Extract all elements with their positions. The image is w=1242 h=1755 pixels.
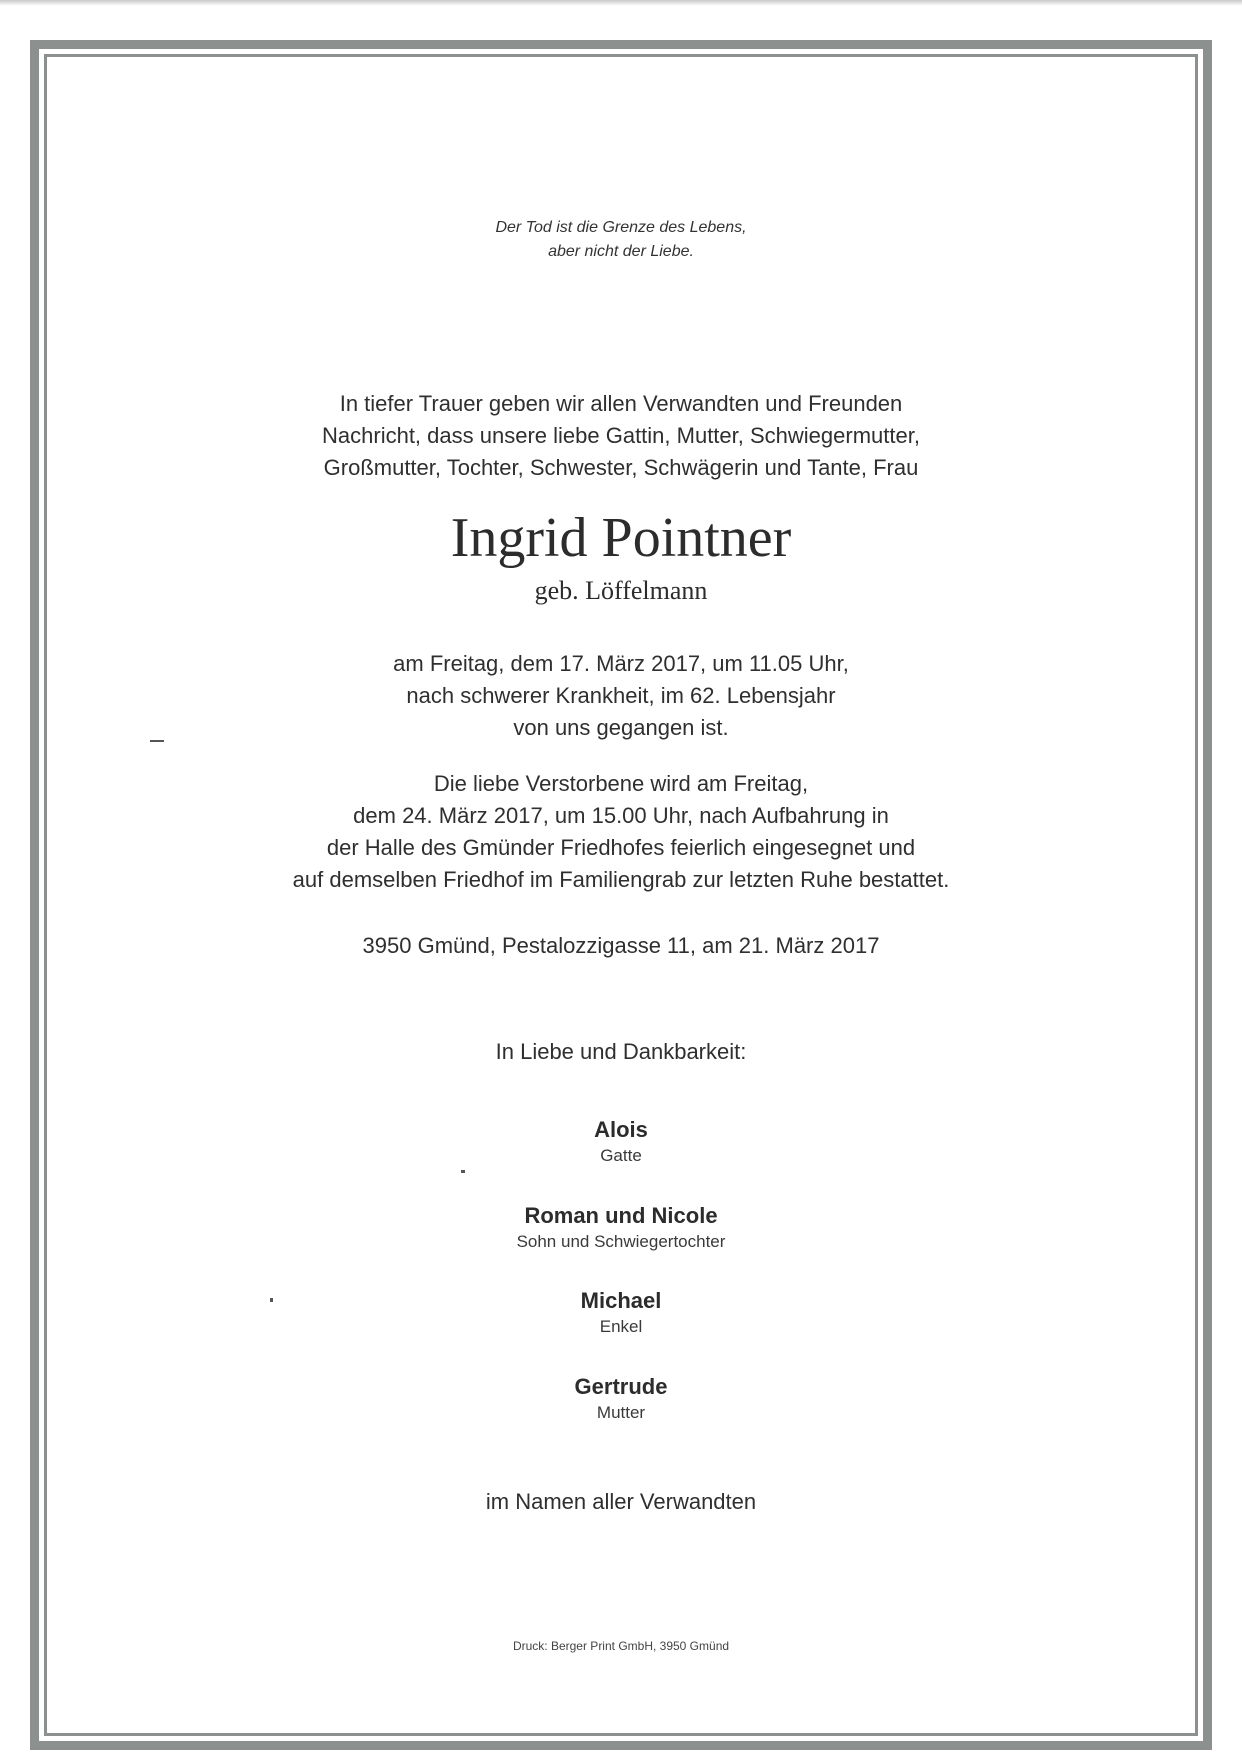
mourner-relation: Sohn und Schwiegertochter [516, 1232, 726, 1251]
gratitude-line: In Liebe und Dankbarkeit: [495, 1039, 747, 1064]
announcement-intro [0, 388, 1242, 484]
motto [0, 216, 1242, 264]
mourner-entry [0, 1373, 1242, 1425]
scan-speck [150, 740, 164, 742]
printer-credit: Druck: Berger Print GmbH, 3950 Gmünd [512, 1639, 730, 1653]
funeral-line: dem 24. März 2017, um 15.00 Uhr, nach Aufbahrung in [353, 803, 889, 828]
funeral-line: Die liebe Verstorbene wird am Freitag, [433, 771, 809, 796]
death-line: von uns gegangen ist. [513, 715, 729, 740]
intro-line: In tiefer Trauer geben wir allen Verwandten und Freunden [339, 391, 903, 416]
mourner-relation: Mutter [596, 1403, 646, 1422]
deceased-name: Ingrid Pointner [450, 507, 792, 569]
mourner-entry [0, 1202, 1242, 1254]
scan-speck [461, 1170, 465, 1173]
mourner-relation: Gatte [600, 1146, 642, 1165]
scan-edge [0, 0, 1242, 6]
mourner-name: Gertrude [574, 1374, 668, 1399]
maiden-name: geb. Löffelmann [534, 576, 708, 605]
funeral-line: auf demselben Friedhof im Familiengrab zur letzten Ruhe bestattet. [292, 867, 950, 892]
mourner-name: Roman und Nicole [524, 1203, 718, 1228]
scan-speck [270, 1298, 273, 1302]
funeral-details [0, 768, 1242, 896]
funeral-line: der Halle des Gmünder Friedhofes feierlich eingesegnet und [326, 835, 916, 860]
death-details [0, 648, 1242, 744]
intro-line: Nachricht, dass unsere liebe Gattin, Mutter, Schwiegermutter, [322, 423, 920, 448]
death-line: am Freitag, dem 17. März 2017, um 11.05 Uhr, [393, 651, 849, 676]
place-and-date: 3950 Gmünd, Pestalozzigasse 11, am 21. März 2017 [362, 933, 880, 958]
intro-line: Großmutter, Tochter, Schwester, Schwägerin und Tante, Frau [323, 455, 919, 480]
mourner-entry [0, 1287, 1242, 1339]
closing-line: im Namen aller Verwandten [485, 1489, 757, 1514]
motto-line: aber nicht der Liebe. [548, 243, 694, 260]
motto-line: Der Tod ist die Grenze des Lebens, [495, 219, 747, 236]
mourner-relation: Enkel [599, 1317, 643, 1336]
mourner-name: Michael [580, 1288, 662, 1313]
mourner-entry [0, 1116, 1242, 1168]
mourner-name: Alois [594, 1117, 648, 1142]
death-line: nach schwerer Krankheit, im 62. Lebensjahr [406, 683, 836, 708]
